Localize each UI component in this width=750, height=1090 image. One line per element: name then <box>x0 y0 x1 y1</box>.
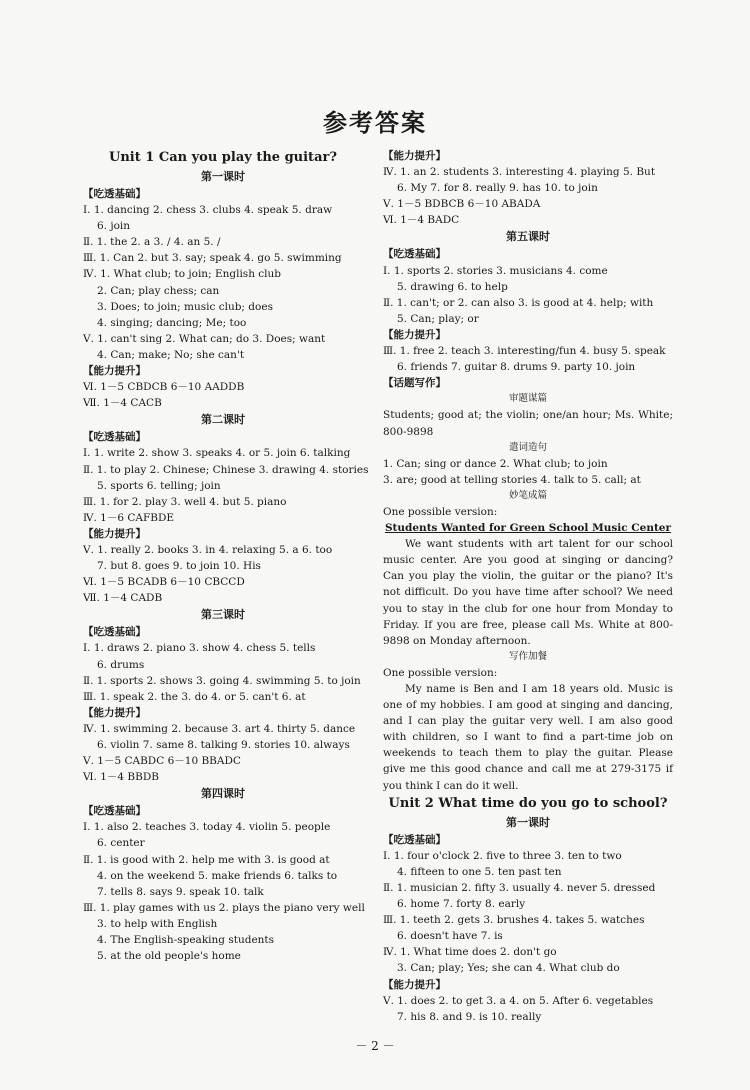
section-heading: 【能力提升】 <box>383 978 446 991</box>
text-paragraph: Students; good at; the violin; one/an hour; Ms. White; 800-9898 <box>383 409 673 438</box>
unit-heading: Unit 1 Can you play the guitar? <box>109 150 337 165</box>
section-heading: 【能力提升】 <box>383 150 446 162</box>
lesson-heading: 第五课时 <box>506 230 550 244</box>
essay-title: Students Wanted for Green School Music Center <box>384 522 672 535</box>
answer-line: 4. Can; make; No; she can't <box>97 348 245 361</box>
lesson-heading: 第三课时 <box>201 608 245 622</box>
answer-line: 6. home 7. forty 8. early <box>397 898 526 911</box>
answer-line: 4. on the weekend 5. make friends 6. talks to <box>97 869 338 882</box>
section-heading: 【能力提升】 <box>383 328 446 341</box>
answer-line: Ⅱ. 1. the 2. a 3. / 4. an 5. / <box>83 236 221 249</box>
answer-line: 6. join <box>97 220 131 233</box>
answer-line: Ⅱ. 1. musician 2. fifty 3. usually 4. never 5. dressed <box>383 881 656 894</box>
answer-line: Ⅶ. 1－4 CACB <box>83 397 162 410</box>
answer-line: 1. Can; sing or dance 2. What club; to join <box>383 457 608 470</box>
answer-line: 6. violin 7. same 8. talking 9. stories 10. always <box>97 739 350 751</box>
answer-line: 6. doesn't have 7. is <box>397 930 503 943</box>
answer-line: Ⅰ. 1. draws 2. piano 3. show 4. chess 5. tells <box>83 642 316 655</box>
answer-line: 4. fifteen to one 5. ten past ten <box>397 865 562 878</box>
right-column <box>383 148 673 1025</box>
section-heading: 【能力提升】 <box>83 527 146 540</box>
answer-line: Ⅴ. 1. can't sing 2. What can; do 3. Does; want <box>83 332 326 345</box>
answer-line: Ⅲ. 1. free 2. teach 3. interesting/fun 4. busy 5. speak <box>383 345 666 358</box>
answer-line: Ⅵ. 1－4 BADC <box>383 214 460 227</box>
answer-line: Ⅳ. 1. What time does 2. don't go <box>383 946 557 959</box>
answer-line: Ⅲ. 1. speak 2. the 3. do 4. or 5. can't 6. at <box>83 690 306 703</box>
section-heading: 【话题写作】 <box>383 377 446 390</box>
answer-line: 4. singing; dancing; Me; too <box>97 316 247 329</box>
answer-line: 3. Does; to join; music club; does <box>97 300 273 313</box>
section-heading: 【吃透基础】 <box>83 626 146 639</box>
answer-line: Ⅵ. 1－5 BCADB 6－10 CBCCD <box>83 576 245 589</box>
lesson-heading: 第二课时 <box>201 413 245 427</box>
answer-line: Ⅰ. 1. sports 2. stories 3. musicians 4. come <box>383 264 608 277</box>
answer-line: Ⅳ. 1. swimming 2. because 3. art 4. thirty 5. dance <box>83 722 356 735</box>
answer-line: Ⅱ. 1. sports 2. shows 3. going 4. swimming 5. to join <box>83 674 361 687</box>
sub-heading: 遣词造句 <box>508 441 547 453</box>
answer-line: 3. are; good at telling stories 4. talk to 5. call; at <box>383 473 641 486</box>
answer-line: 5. Can; play; or <box>397 312 479 325</box>
answer-line: 3. Can; play; Yes; she can 4. What club do <box>397 962 620 975</box>
answer-line: Ⅳ. 1. an 2. students 3. interesting 4. playing 5. But <box>383 166 656 179</box>
answer-line: 2. Can; play chess; can <box>97 284 220 297</box>
answer-line: 6. My 7. for 8. really 9. has 10. to join <box>397 182 598 195</box>
answer-line: Ⅴ. 1－5 CABDC 6－10 BBADC <box>83 755 241 768</box>
answer-line: Ⅱ. 1. to play 2. Chinese; Chinese 3. drawing 4. stories <box>83 463 369 476</box>
left-column <box>83 148 369 964</box>
answer-line: Ⅲ. 1. play games with us 2. plays the piano very well <box>83 901 365 914</box>
section-heading: 【能力提升】 <box>83 365 146 378</box>
answer-line: 5. sports 6. telling; join <box>97 479 221 492</box>
answer-line: Ⅵ. 1－4 BBDB <box>83 771 160 784</box>
lesson-heading: 第一课时 <box>201 170 245 183</box>
answer-line: Ⅴ. 1. really 2. books 3. in 4. relaxing 5. a 6. too <box>83 543 333 556</box>
answer-line: 5. at the old people's home <box>97 950 241 963</box>
answer-line: 7. tells 8. says 9. speak 10. talk <box>97 885 264 898</box>
answer-line: Ⅲ. 1. Can 2. but 3. say; speak 4. go 5. swimming <box>83 252 342 265</box>
answer-line: Ⅰ. 1. dancing 2. chess 3. clubs 4. speak 5. draw <box>83 204 333 217</box>
unit-heading: Unit 2 What time do you go to school? <box>388 795 668 811</box>
answer-line: Ⅰ. 1. four o'clock 2. five to three 3. ten to two <box>383 849 622 862</box>
answer-line: Ⅴ. 1－5 BDBCB 6－10 ABADA <box>383 198 541 211</box>
answer-line: 6. friends 7. guitar 8. drums 9. party 10. join <box>397 361 636 374</box>
answer-line: One possible version: <box>383 666 498 679</box>
answer-line: Ⅰ. 1. also 2. teaches 3. today 4. violin 5. people <box>83 821 331 834</box>
answer-line: 5. drawing 6. to help <box>397 280 508 293</box>
answer-line: 3. to help with English <box>97 917 218 930</box>
answer-line: Ⅲ. 1. teeth 2. gets 3. brushes 4. takes 5. watches <box>383 914 645 927</box>
answer-line: Ⅲ. 1. for 2. play 3. well 4. but 5. piano <box>83 495 287 508</box>
answer-line: One possible version: <box>383 505 498 518</box>
answer-line: 4. The English-speaking students <box>97 934 275 947</box>
sub-heading: 审题谋篇 <box>508 393 547 405</box>
page-title: 参考答案 <box>323 109 427 137</box>
answer-line: Ⅰ. 1. write 2. show 3. speaks 4. or 5. join 6. talking <box>83 447 351 460</box>
lesson-heading: 第一课时 <box>506 815 550 829</box>
sub-heading: 写作加餐 <box>508 650 547 662</box>
answer-line: Ⅵ. 1－5 CBDCB 6－10 AADDB <box>83 381 245 394</box>
section-heading: 【吃透基础】 <box>383 248 446 261</box>
answer-line: Ⅴ. 1. does 2. to get 3. a 4. on 5. After 6. vegetables <box>383 994 654 1007</box>
answer-line: Ⅱ. 1. is good with 2. help me with 3. is good at <box>83 853 330 866</box>
answer-line: 7. but 8. goes 9. to join 10. His <box>97 560 261 573</box>
lesson-heading: 第四课时 <box>201 787 245 801</box>
section-heading: 【吃透基础】 <box>83 188 146 200</box>
section-heading: 【吃透基础】 <box>383 833 446 846</box>
essay-paragraph: My name is Ben and I am 18 years old. Music is one of my hobbies. I am good at singing and dancing, and I can play the guitar very well. I am also good with children, so I want to find a part-time job on weekends to teach them to play the guitar. Please give me this good chance and call me at 279-3175 if you think I can do it well. <box>383 683 673 792</box>
page-number: － 2 － <box>355 1039 395 1053</box>
answer-line: Ⅳ. 1. What club; to join; English club <box>83 268 282 281</box>
answer-line: 6. drums <box>97 658 145 671</box>
answer-line: 6. center <box>97 837 145 850</box>
section-heading: 【吃透基础】 <box>83 431 146 444</box>
sub-heading: 妙笔成篇 <box>508 489 547 501</box>
answer-line: Ⅶ. 1－4 CADB <box>83 592 163 605</box>
answer-line: Ⅱ. 1. can't; or 2. can also 3. is good at 4. help; with <box>383 296 654 309</box>
section-heading: 【吃透基础】 <box>83 805 146 818</box>
answer-line: 7. his 8. and 9. is 10. really <box>397 1010 542 1023</box>
section-heading: 【能力提升】 <box>83 706 146 719</box>
essay-paragraph: We want students with art talent for our school music center. Are you good at singing or dancing? Can you play the violin, the guitar or the piano? It's not difficult. Do you have time after school? We need you to stay in the club for one hour from Monday to Friday. If you are free, please call Ms. White at 800-9898 on Monday afternoon. <box>383 538 673 647</box>
answer-line: Ⅳ. 1－6 CAFBDE <box>83 511 175 524</box>
